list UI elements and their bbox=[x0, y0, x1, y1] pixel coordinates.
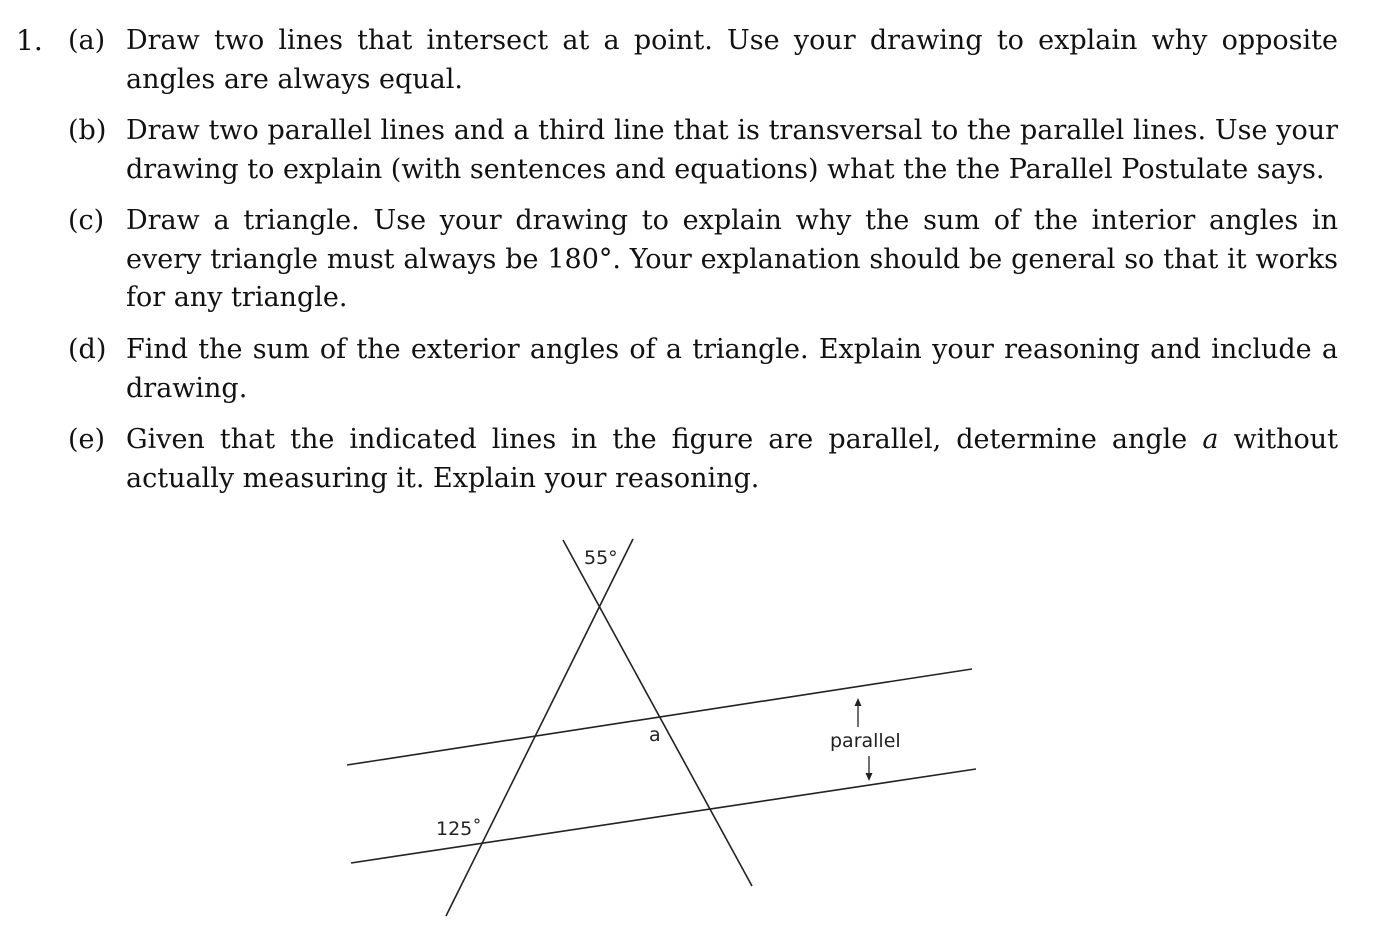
arrow-up-icon bbox=[855, 698, 862, 706]
part-e-variable: a bbox=[1202, 424, 1219, 455]
part-b-label: (b) bbox=[68, 115, 107, 146]
lower-parallel-line bbox=[351, 769, 976, 863]
parallel-label: parallel bbox=[830, 730, 901, 752]
left-transversal bbox=[446, 539, 633, 916]
part-e-text-before: Given that the indicated lines in the figure are parallel, determine angle bbox=[126, 424, 1203, 455]
right-transversal bbox=[563, 540, 752, 886]
part-b-text: Draw two parallel lines and a third line that is transversal to the parallel lines. Use your drawing to explain (with sentences and equations) what the the Parallel Postulate says. bbox=[126, 115, 1338, 185]
angle-label-top: 55° bbox=[584, 547, 618, 569]
part-c-label: (c) bbox=[68, 205, 105, 236]
arrow-down-icon bbox=[866, 773, 873, 781]
angle-label-bottom: 125˚ bbox=[436, 818, 482, 840]
question-number: 1. bbox=[16, 24, 43, 57]
part-d-text: Find the sum of the exterior angles of a triangle. Explain your reasoning and include a drawing. bbox=[126, 334, 1338, 404]
part-e-label: (e) bbox=[68, 424, 106, 455]
part-e-text-after: without actually measuring it. Explain your reasoning. bbox=[126, 424, 1338, 494]
part-a-label: (a) bbox=[68, 25, 106, 56]
part-d-label: (d) bbox=[68, 334, 107, 365]
part-c-text: Draw a triangle. Use your drawing to explain why the sum of the interior angles in every triangle must always be 180°. Your explanation should be general so that it works for any triangle. bbox=[126, 205, 1338, 313]
part-a-text: Draw two lines that intersect at a point. Use your drawing to explain why opposite angles are always equal. bbox=[126, 25, 1338, 95]
angle-label-a: a bbox=[649, 724, 661, 746]
